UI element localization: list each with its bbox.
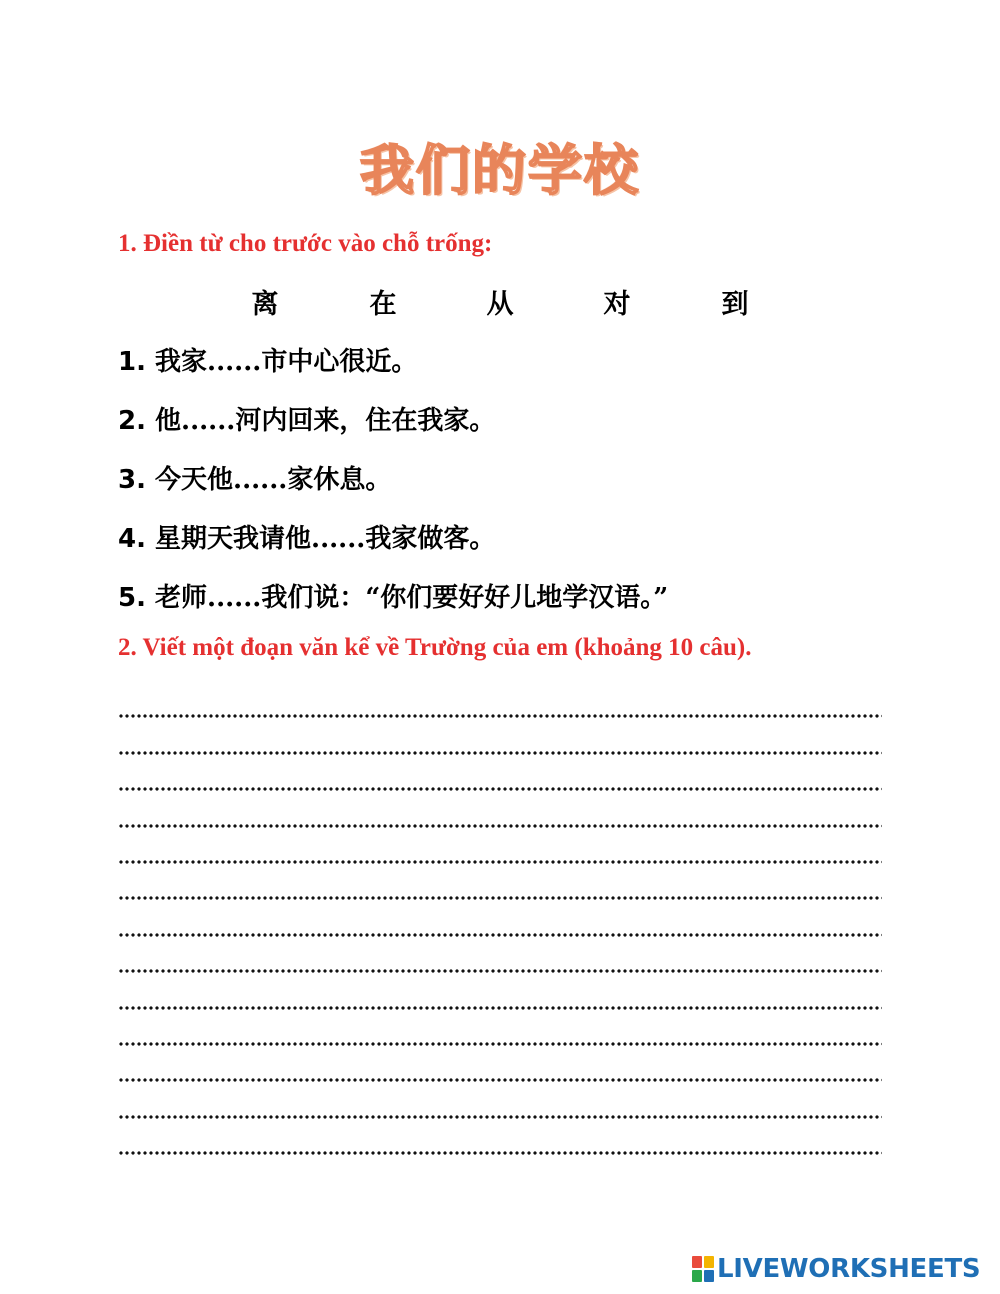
exercise-sentence-2 [118,400,495,437]
sentence-text: 今天他......家休息。 [145,465,392,495]
answer-line[interactable] [118,908,882,944]
answer-line[interactable] [118,1090,882,1126]
answer-line[interactable] [118,981,882,1017]
word-bank-item: 对 [603,289,631,320]
sentence-number: 1. [118,347,146,377]
sentence-number: 4. [118,524,146,554]
sentence-text: 星期天我请他......我家做客。 [145,524,496,554]
word-bank-item: 从 [486,289,514,320]
answer-line[interactable] [118,726,882,762]
answer-line[interactable] [118,1127,882,1163]
answer-line[interactable] [118,1054,882,1090]
answer-line[interactable] [118,799,882,835]
sentence-text: 老师......我们说：“你们要好好儿地学汉语。” [145,583,669,613]
exercise-sentence-5 [118,577,668,614]
sentence-text: 我家......市中心很近。 [145,347,418,377]
sentence-number: 3. [118,465,146,495]
worksheet-title: 我们的学校 [360,139,640,202]
answer-line[interactable] [118,872,882,908]
word-bank-item: 在 [369,289,397,320]
word-bank-item: 离 [251,289,279,320]
exercise-sentence-3 [118,459,391,496]
liveworksheets-logo [692,1253,980,1285]
section-1-heading: 1. Điền từ cho trước vào chỗ trống: [118,230,493,257]
sentence-text: 他......河内回来，住在我家。 [145,406,496,436]
exercise-sentence-4 [118,518,495,555]
answer-lines[interactable] [118,690,882,1163]
exercise-sentence-1 [118,341,417,378]
answer-line[interactable] [118,1018,882,1054]
answer-line[interactable] [118,836,882,872]
answer-line[interactable] [118,945,882,981]
answer-line[interactable] [118,690,882,726]
word-bank-item: 到 [721,289,749,320]
sentence-number: 2. [118,406,146,436]
answer-line[interactable] [118,763,882,799]
liveworksheets-logo-text: LIVEWORKSHEETS [717,1254,981,1284]
liveworksheets-logo-icon [692,1256,714,1282]
sentence-number: 5. [118,583,146,613]
section-2-heading: 2. Viết một đoạn văn kể về Trường của em (khoảng 10 câu). [118,634,752,661]
word-bank [0,282,1000,322]
